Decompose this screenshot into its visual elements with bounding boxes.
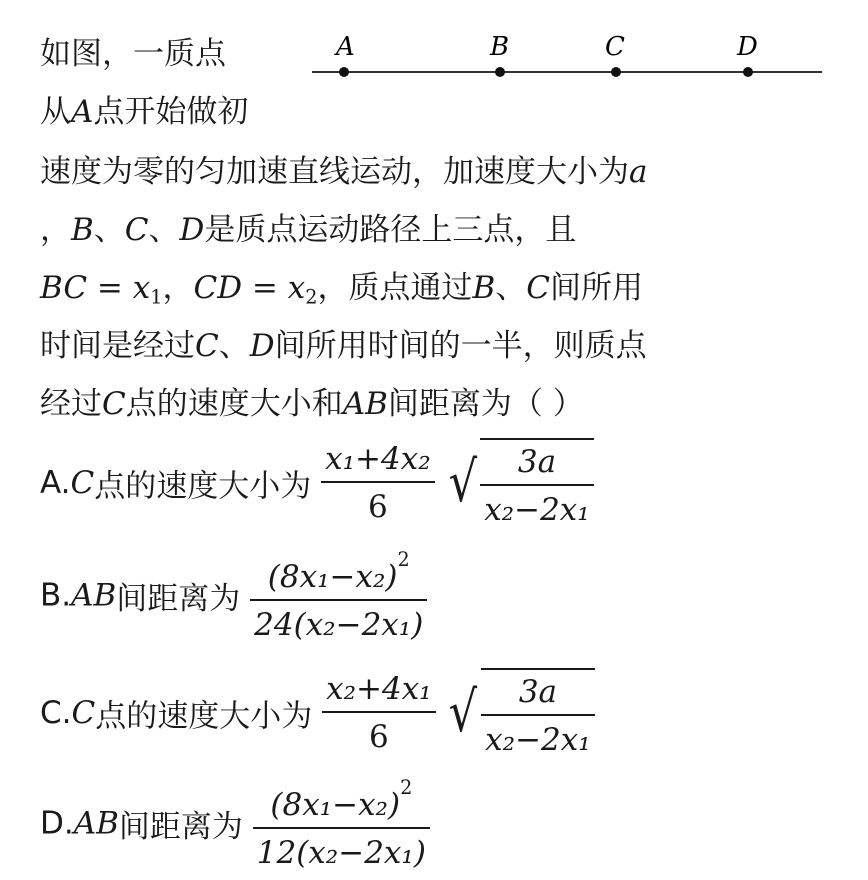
fraction-numerator: x₁+4x₂: [325, 441, 431, 477]
var-c: C: [195, 328, 219, 364]
stem-text: 、: [218, 328, 250, 364]
option-letter: D.: [40, 805, 74, 842]
fraction: [250, 548, 427, 643]
fraction-numerator: [253, 776, 430, 827]
stem-text: 速度为零的匀加速直线运动，加速度大小为: [40, 154, 629, 190]
point-a-dot: [339, 67, 349, 77]
stem-line-6: [40, 326, 647, 366]
exponent: 2: [397, 548, 410, 571]
fraction-numerator: 3a: [517, 444, 557, 480]
option-var: AB: [73, 805, 119, 842]
point-d-label: D: [737, 32, 758, 62]
var-ab: AB: [342, 386, 388, 422]
radical-sign-icon: √: [448, 450, 477, 515]
fraction-denominator: x₂−2x₁: [481, 714, 595, 758]
var-d: D: [179, 212, 205, 248]
fraction: [480, 444, 594, 528]
fraction-denominator: x₂−2x₁: [480, 484, 594, 528]
stem-text: 间所用时间的一半，则质点: [274, 328, 647, 364]
fraction-numerator: x₂+4x₁: [326, 671, 432, 707]
var-d: D: [249, 328, 275, 364]
option-text: 点的速度大小为: [94, 468, 312, 505]
fraction-denominator: 12(x₂−2x₁): [253, 827, 430, 871]
point-b-label: B: [490, 32, 510, 62]
radical-sign-icon: √: [449, 680, 478, 745]
point-a-label: A: [336, 32, 355, 62]
equals: =: [87, 270, 133, 306]
option-d[interactable]: [40, 776, 430, 871]
stem-text: 、: [495, 270, 527, 306]
stem-text: 点开始做初: [93, 94, 249, 130]
stem-text: 间所用: [549, 270, 643, 306]
option-letter: C.: [40, 695, 72, 731]
stem-text: 如图，一质点: [40, 36, 226, 72]
line-figure: [300, 20, 840, 110]
option-letter: A.: [40, 465, 71, 501]
var-c: C: [102, 386, 126, 422]
option-text: 点的速度大小为: [95, 698, 313, 735]
var-bc: BC: [40, 270, 88, 306]
var-b: B: [472, 270, 496, 306]
point-d-dot: [743, 67, 753, 77]
fraction-numerator: [250, 548, 427, 599]
numerator-text: (8x₁−x₂): [267, 559, 398, 596]
stem-text: ，: [162, 270, 194, 306]
point-c-dot: [611, 67, 621, 77]
square-root: [445, 438, 594, 528]
fraction: [322, 671, 436, 755]
fraction: [321, 441, 435, 525]
var-x: x: [132, 270, 151, 306]
stem-line-3: [40, 152, 647, 192]
subscript: 2: [305, 285, 318, 309]
square-root: [445, 668, 594, 758]
stem-text: 经过: [40, 386, 102, 422]
var-cd: CD: [193, 270, 243, 306]
stem-text: 是质点运动路径上三点，且: [204, 212, 577, 248]
option-letter: B.: [40, 577, 72, 614]
option-c[interactable]: [40, 668, 595, 758]
option-var: C: [71, 695, 96, 731]
point-b-dot: [495, 67, 505, 77]
stem-line-2: [40, 92, 248, 132]
option-var: AB: [71, 577, 117, 614]
var-c: C: [124, 212, 149, 248]
stem-text: ，质点通过: [317, 270, 473, 306]
var-x: x: [287, 270, 306, 306]
option-text: 间距离为: [118, 809, 243, 846]
stem-text: 点的速度大小和: [125, 386, 343, 422]
exponent: 2: [400, 776, 413, 799]
stem-text: 、: [93, 212, 125, 248]
var-a: A: [71, 94, 94, 130]
option-b[interactable]: [40, 548, 427, 643]
stem-text: 间距离为（ ）: [387, 386, 584, 422]
fraction-denominator: 6: [321, 481, 435, 525]
fraction: [481, 674, 595, 758]
fraction-denominator: 6: [322, 711, 436, 755]
stem-text: 从: [40, 94, 71, 130]
stem-line-7: [40, 384, 584, 424]
fraction-numerator: 3a: [518, 674, 558, 710]
stem-text: 时间是经过: [40, 328, 195, 364]
stem-text: ，: [40, 212, 71, 248]
point-c-label: C: [605, 32, 625, 62]
option-var: C: [70, 465, 95, 501]
option-a[interactable]: [40, 438, 594, 528]
option-text: 间距离为: [116, 581, 241, 618]
var-b: B: [71, 212, 94, 248]
fraction: [253, 776, 430, 871]
numerator-text: (8x₁−x₂): [270, 787, 401, 824]
fraction-denominator: 24(x₂−2x₁): [250, 599, 427, 643]
subscript: 1: [150, 285, 163, 309]
stem-line-5: [40, 268, 643, 317]
stem-text: 、: [148, 212, 180, 248]
stem-line-1: [40, 34, 226, 74]
var-c: C: [526, 270, 550, 306]
equals: =: [242, 270, 288, 306]
stem-line-4: [40, 210, 576, 250]
var-acceleration: a: [629, 154, 648, 190]
